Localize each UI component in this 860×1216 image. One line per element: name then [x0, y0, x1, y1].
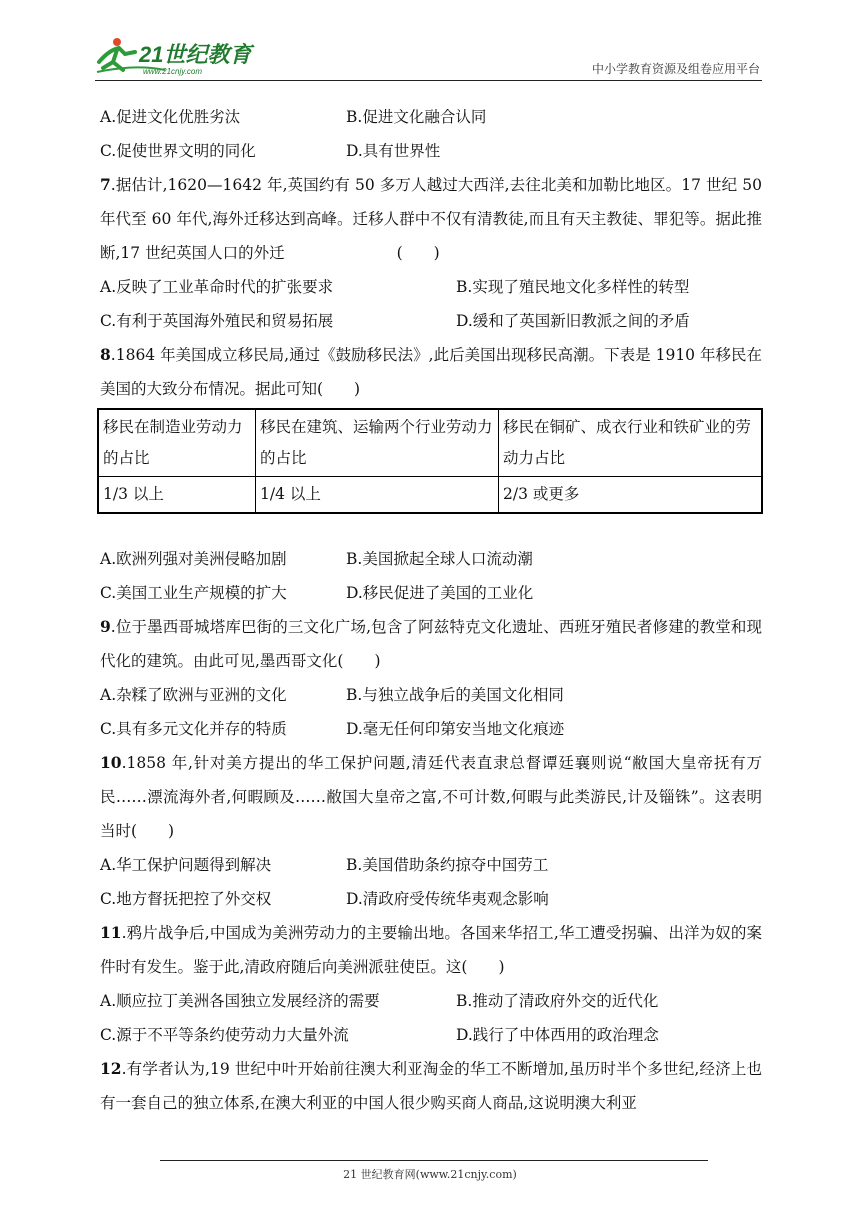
header-divider [95, 80, 762, 81]
q10-option-b[interactable]: B.美国借助条约掠夺中国劳工 [346, 856, 549, 874]
q9-option-c[interactable]: C.具有多元文化并存的特质 [100, 720, 287, 738]
q7-option-d[interactable]: D.缓和了英国新旧教派之间的矛盾 [456, 312, 690, 330]
q7-options-row-2 [100, 304, 762, 338]
page-footer[interactable]: 21 世纪教育网(www.21cnjy.com) [343, 1168, 517, 1181]
q8-text: .1864 年美国成立移民局,通过《鼓励移民法》,此后美国出现移民高潮。下表是 1910 年移民在美国的大致分布情况。据此可知( ) [100, 346, 762, 398]
site-logo[interactable] [95, 36, 265, 78]
q9-options-row-2 [100, 712, 762, 746]
q6-option-d[interactable]: D.具有世界性 [346, 142, 441, 160]
q6-option-c[interactable]: C.促使世界文明的同化 [100, 142, 256, 160]
q6-options-row-1 [100, 100, 762, 134]
q7-answer-paren: ( ) [396, 244, 440, 262]
q12-text: .有学者认为,19 世纪中叶开始前往澳大利亚淘金的华工不断增加,虽历时半个多世纪,经济上也有一套自己的独立体系,在澳大利亚的中国人很少购买商人商品,这说明澳大利亚 [100, 1060, 762, 1112]
q8-number: 8 [100, 345, 111, 364]
q8-option-c[interactable]: C.美国工业生产规模的扩大 [100, 584, 287, 602]
q9-stem [100, 610, 762, 678]
q9-option-d[interactable]: D.毫无任何印第安当地文化痕迹 [346, 720, 565, 738]
q11-stem [100, 916, 762, 984]
q11-option-c[interactable]: C.源于不平等条约使劳动力大量外流 [100, 1026, 349, 1044]
table-cell: 1/4 以上 [256, 477, 499, 514]
q10-number: 10 [100, 753, 122, 772]
table-header-cell: 移民在制造业劳动力的占比 [98, 409, 256, 477]
q10-option-c[interactable]: C.地方督抚把控了外交权 [100, 890, 272, 908]
table-row [98, 477, 762, 514]
q11-option-d[interactable]: D.践行了中体西用的政治理念 [456, 1026, 659, 1044]
q7-stem [100, 168, 762, 270]
q11-options-row-1 [100, 984, 762, 1018]
q7-number: 7 [100, 175, 111, 194]
footer-divider [160, 1160, 708, 1161]
q11-option-b[interactable]: B.推动了清政府外交的近代化 [456, 992, 659, 1010]
q11-text: .鸦片战争后,中国成为美洲劳动力的主要输出地。各国来华招工,华工遭受拐骗、出洋为奴的案件时有发生。鉴于此,清政府随后向美洲派驻使臣。这( ) [100, 924, 762, 976]
q6-option-a[interactable]: A.促进文化优胜劣汰 [100, 108, 241, 126]
question-content [100, 100, 762, 1120]
q6-option-b[interactable]: B.促进文化融合认同 [346, 108, 487, 126]
runner-logo-icon [95, 36, 265, 78]
table-cell: 2/3 或更多 [499, 477, 763, 514]
logo-url: www.21cnjy.com [143, 67, 202, 76]
page-header [95, 36, 760, 80]
q6-options-row-2 [100, 134, 762, 168]
table-header-row [98, 409, 762, 477]
q7-option-b[interactable]: B.实现了殖民地文化多样性的转型 [456, 278, 690, 296]
q10-stem [100, 746, 762, 848]
q10-text: .1858 年,针对美方提出的华工保护问题,清廷代表直隶总督谭廷襄则说“敝国大皇帝抚有万民……漂流海外者,何暇顾及……敝国大皇帝之富,不可计数,何暇与此类游民,计及锱铢”。这表明当时( ) [100, 754, 762, 840]
logo-text: 21世纪教育 [139, 42, 252, 67]
q11-options-row-2 [100, 1018, 762, 1052]
q12-stem [100, 1052, 762, 1120]
header-tagline: 中小学教育资源及组卷应用平台 [591, 62, 760, 76]
q12-number: 12 [100, 1059, 122, 1078]
q11-number: 11 [100, 923, 122, 942]
q8-options-row-2 [100, 576, 762, 610]
q7-option-a[interactable]: A.反映了工业革命时代的扩张要求 [100, 278, 334, 296]
q8-options-row-1 [100, 542, 762, 576]
q8-option-d[interactable]: D.移民促进了美国的工业化 [346, 584, 534, 602]
q9-option-a[interactable]: A.杂糅了欧洲与亚洲的文化 [100, 686, 287, 704]
q7-option-c[interactable]: C.有利于英国海外殖民和贸易拓展 [100, 312, 334, 330]
q9-options-row-1 [100, 678, 762, 712]
immigration-table [97, 408, 763, 514]
q10-options-row-2 [100, 882, 762, 916]
q7-options-row-1 [100, 270, 762, 304]
table-header-cell: 移民在铜矿、成衣行业和铁矿业的劳动力占比 [499, 409, 763, 477]
table-cell: 1/3 以上 [98, 477, 256, 514]
q11-option-a[interactable]: A.顺应拉丁美洲各国独立发展经济的需要 [100, 992, 380, 1010]
q8-option-b[interactable]: B.美国掀起全球人口流动潮 [346, 550, 533, 568]
table-header-cell: 移民在建筑、运输两个行业劳动力的占比 [256, 409, 499, 477]
q9-option-b[interactable]: B.与独立战争后的美国文化相同 [346, 686, 564, 704]
q8-stem [100, 338, 762, 406]
q9-text: .位于墨西哥城塔库巴街的三文化广场,包含了阿兹特克文化遗址、西班牙殖民者修建的教堂和现代化的建筑。由此可见,墨西哥文化( ) [100, 618, 762, 670]
q10-options-row-1 [100, 848, 762, 882]
q10-option-d[interactable]: D.清政府受传统华夷观念影响 [346, 890, 549, 908]
q7-text: .据估计,1620—1642 年,英国约有 50 多万人越过大西洋,去往北美和加勒比地区。17 世纪 50 年代至 60 年代,海外迁移达到高峰。迁移人群中不仅有清教徒,而且有天主教徒、罪犯等。据此推断,17 世纪英国人口的外迁 [100, 176, 762, 262]
q8-option-a[interactable]: A.欧洲列强对美洲侵略加剧 [100, 550, 287, 568]
q9-number: 9 [100, 617, 111, 636]
q10-option-a[interactable]: A.华工保护问题得到解决 [100, 856, 272, 874]
